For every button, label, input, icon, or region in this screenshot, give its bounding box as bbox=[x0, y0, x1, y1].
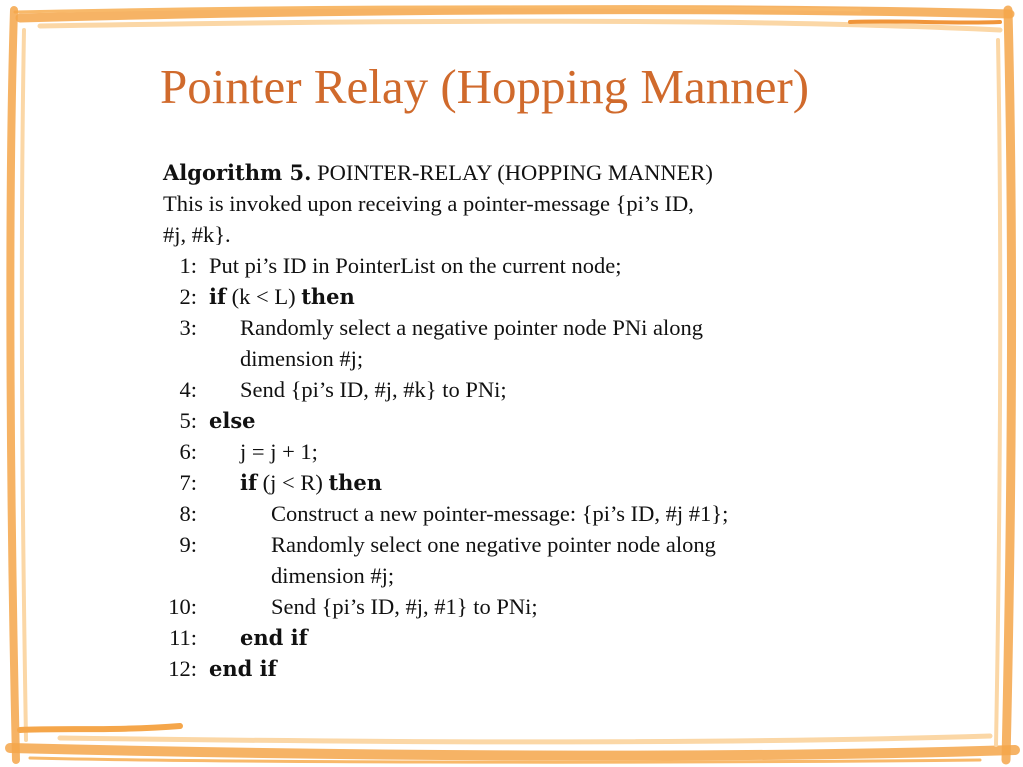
step-text: end if bbox=[240, 625, 308, 650]
algo-step bbox=[163, 622, 833, 653]
step-text: Randomly select a negative pointer node PNi along bbox=[240, 315, 704, 340]
step-number: 5: bbox=[179, 408, 197, 433]
step-number: 11: bbox=[169, 625, 197, 650]
algo-step bbox=[163, 498, 833, 529]
step-number: 7: bbox=[179, 470, 197, 495]
step-text: Send {pi’s ID, #j, #k} to PNi; bbox=[240, 377, 507, 402]
algo-step bbox=[163, 560, 833, 591]
step-text: if (k < L) then bbox=[209, 284, 355, 309]
step-text: if (j < R) then bbox=[240, 470, 383, 495]
step-text: j = j + 1; bbox=[240, 439, 318, 464]
step-number: 9: bbox=[179, 532, 197, 557]
slide-title: Pointer Relay (Hopping Manner) bbox=[160, 59, 810, 114]
algorithm-label: Algorithm 5. bbox=[163, 160, 312, 185]
step-text: Put pi’s ID in PointerList on the current node; bbox=[209, 253, 622, 278]
algo-step bbox=[163, 529, 833, 560]
step-text: else bbox=[209, 408, 256, 433]
step-number: 3: bbox=[179, 315, 197, 340]
step-number: 10: bbox=[168, 594, 197, 619]
step-text: Construct a new pointer-message: {pi’s ID, #j #1}; bbox=[271, 501, 729, 526]
algorithm-intro-2: #j, #k}. bbox=[163, 222, 231, 247]
step-number: 1: bbox=[179, 253, 197, 278]
algorithm-intro-1: This is invoked upon receiving a pointer-message {pi’s ID, bbox=[163, 191, 694, 216]
step-text: end if bbox=[209, 656, 277, 681]
step-text: Send {pi’s ID, #j, #1} to PNi; bbox=[271, 594, 538, 619]
algo-step bbox=[163, 467, 833, 498]
algo-step bbox=[163, 405, 833, 436]
step-text: Randomly select one negative pointer node along bbox=[271, 532, 716, 557]
step-number: 6: bbox=[179, 439, 197, 464]
algo-step bbox=[163, 436, 833, 467]
algorithm-name: POINTER-RELAY (HOPPING MANNER) bbox=[317, 160, 713, 185]
step-number: 2: bbox=[179, 284, 197, 309]
algo-step bbox=[163, 591, 833, 622]
step-number: 4: bbox=[179, 377, 197, 402]
step-number: 8: bbox=[179, 501, 197, 526]
algo-step bbox=[163, 281, 833, 312]
step-number: 12: bbox=[168, 656, 197, 681]
algorithm-block bbox=[163, 157, 833, 684]
algo-step bbox=[163, 250, 833, 281]
algorithm-heading bbox=[163, 157, 833, 188]
algo-step bbox=[163, 343, 833, 374]
step-text: dimension #j; bbox=[240, 346, 364, 371]
algo-step bbox=[163, 312, 833, 343]
algo-step bbox=[163, 374, 833, 405]
algo-step bbox=[163, 653, 833, 684]
step-text: dimension #j; bbox=[271, 563, 395, 588]
